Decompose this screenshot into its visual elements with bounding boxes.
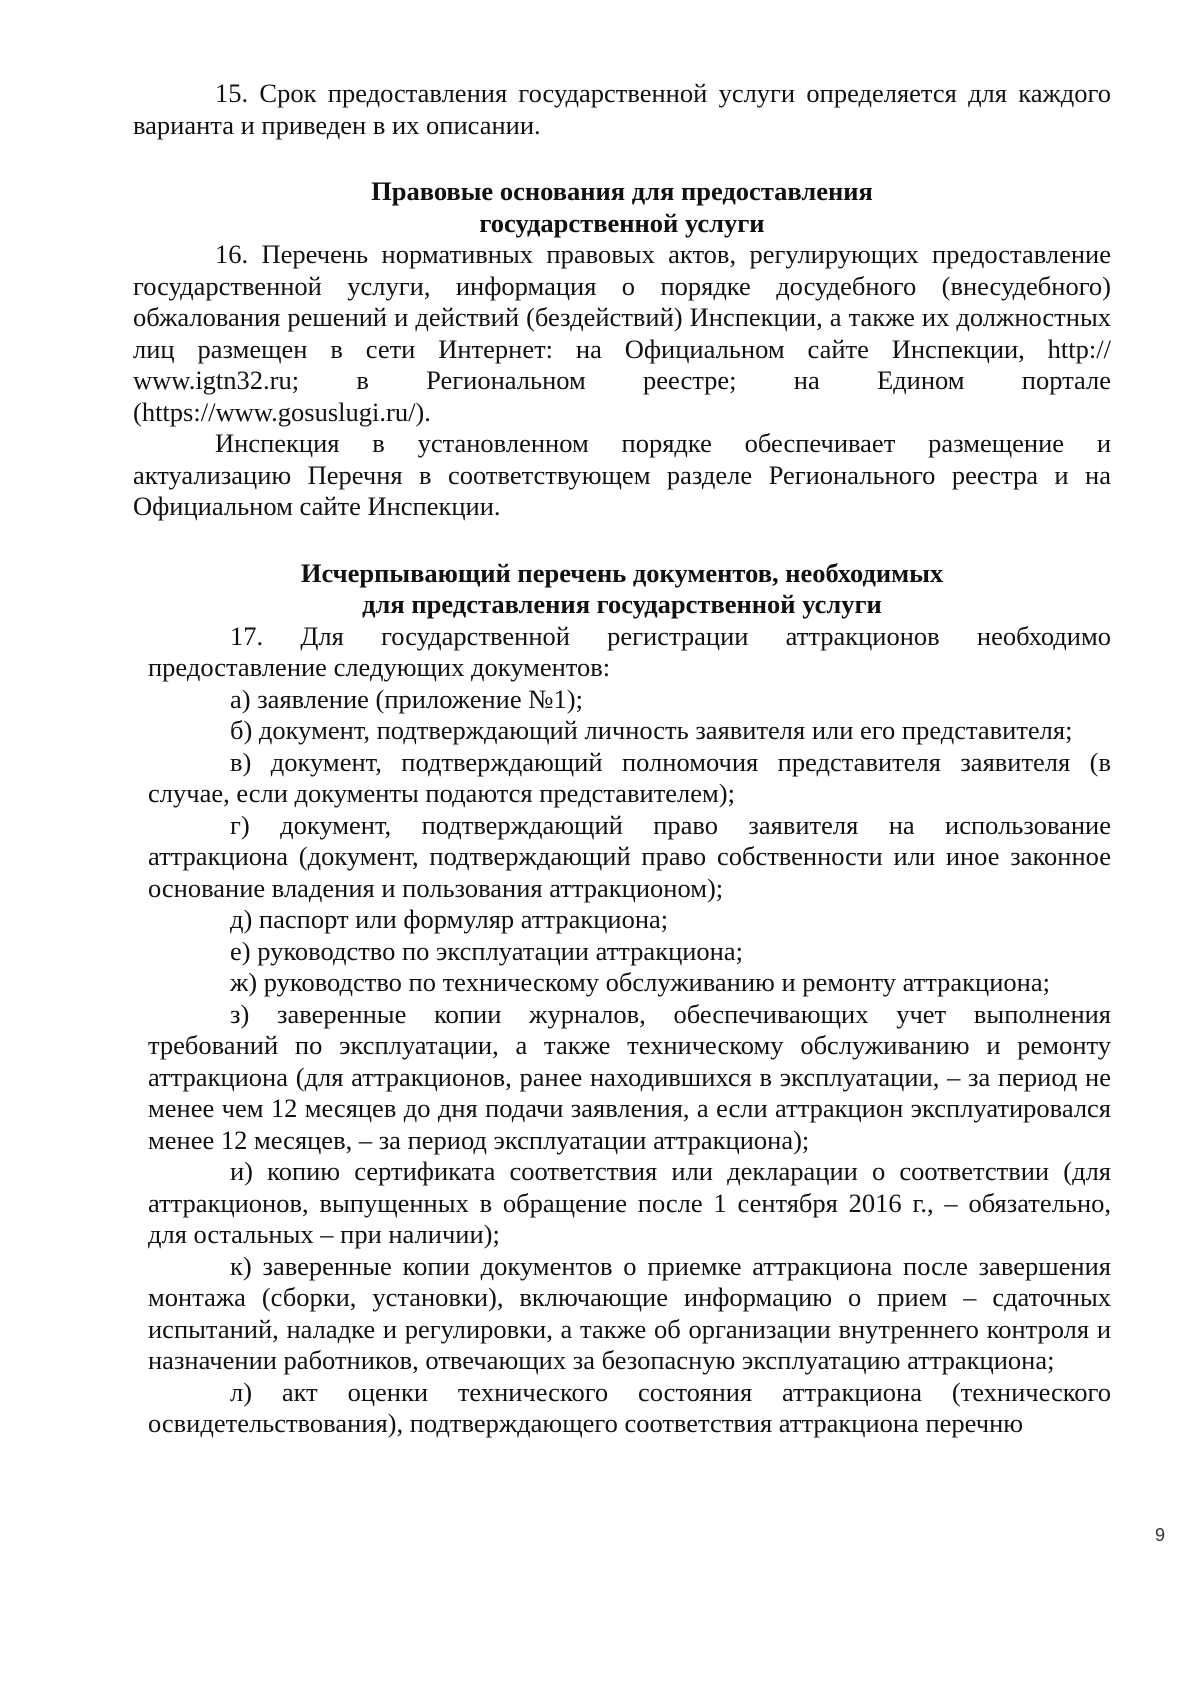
page-number: 9 <box>1154 1525 1165 1545</box>
list-item: г) документ, подтверждающий право заявителя на использование аттракциона (документ, подтверждающий право собственности или иное законное основание владения и пользования аттракционом); <box>148 809 1111 903</box>
paragraph-15: 15. Срок предоставления государственной услуги определяется для каждого варианта и приведен в их описании. <box>133 78 1111 140</box>
list-item: к) заверенные копии документов о приемке аттракциона после завершения монтажа (сборки, установки), включающие информацию о прием – сдаточных испытаний, наладке и регулировки, а также об организации внутреннего контроля и назначении работников, отвечающих за безопасную эксплуатацию аттракциона; <box>148 1250 1111 1375</box>
section-heading-legal <box>133 176 1111 239</box>
list-item: л) акт оценки технического состояния аттракциона (технического освидетельствования), подтверждающего соответствия аттракциона перечню <box>148 1376 1111 1438</box>
list-item: з) заверенные копии журналов, обеспечивающих учет выполнения требований по эксплуатации, а также техническому обслуживанию и ремонту аттракциона (для аттракционов, ранее находившихся в эксплуатации, – за период не менее чем 12 месяцев до дня подачи заявления, а если аттракцион эксплуатировался менее 12 месяцев, – за период эксплуатации аттракциона); <box>148 998 1111 1155</box>
documents-list <box>133 621 1111 1440</box>
list-item: б) документ, подтверждающий личность заявителя или его представителя; <box>230 715 1073 745</box>
list-item: д) паспорт или формуляр аттракциона; <box>230 904 669 934</box>
list-item: и) копию сертификата соответствия или декларации о соответствии (для аттракционов, выпущенных в обращение после 1 сентября 2016 г., – обязательно, для остальных – при наличии); <box>148 1156 1111 1249</box>
spacer <box>133 523 1111 558</box>
heading-line: Исчерпывающий перечень документов, необходимых <box>300 557 944 588</box>
spacer <box>133 141 1111 176</box>
page-content <box>133 78 1111 1440</box>
heading-line: государственной услуги <box>479 207 765 238</box>
list-item: а) заявление (приложение №1); <box>230 683 583 714</box>
section-heading-documents <box>133 558 1111 621</box>
list-item: в) документ, подтверждающий полномочия представителя заявителя (в случае, если документы подаются представителем); <box>148 746 1111 808</box>
heading-line: Правовые основания для предоставления <box>371 176 873 206</box>
heading-line: для представления государственной услуги <box>362 589 882 619</box>
paragraph-17: 17. Для государственной регистрации аттракционов необходимо предоставление следующих документов: <box>148 620 1111 682</box>
paragraph-inspection: Инспекция в установленном порядке обеспечивает размещение и актуализацию Перечня в соответствующем разделе Регионального реестра и на Официальном сайте Инспекции. <box>133 428 1111 521</box>
paragraph-16: 16. Перечень нормативных правовых актов, регулирующих предоставление государственной услуги, информация о порядке досудебного (внесудебного) обжалования решений и действий (бездействий) Инспекции, а также их должностных лиц размещен в сети Интернет: на Официальном сайте Инспекции, http:// www.igtn32.ru; в Региональном реестре; на Едином портале (https://www.gosuslugi.ru/). <box>133 239 1111 427</box>
list-item: ж) руководство по техническому обслуживанию и ремонту аттракциона; <box>230 967 1050 997</box>
list-item: е) руководство по эксплуатации аттракциона; <box>230 935 743 966</box>
